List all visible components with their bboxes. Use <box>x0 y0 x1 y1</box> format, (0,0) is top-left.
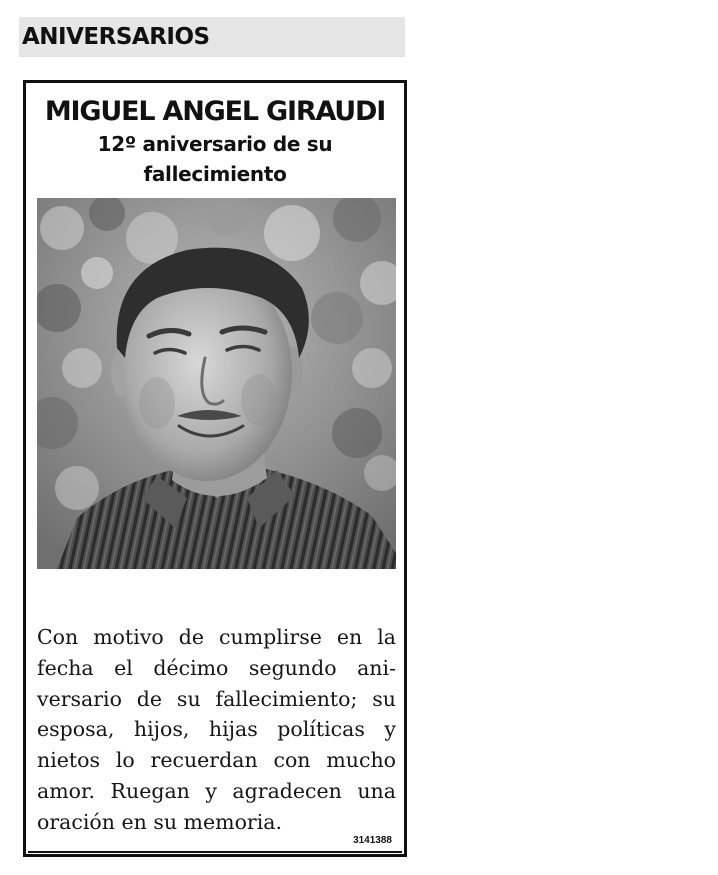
section-title: ANIVERSARIOS <box>22 24 210 50</box>
bottom-divider <box>28 851 402 853</box>
obituary-notice <box>23 80 407 857</box>
memorial-message: Con motivo de cumplirse en la fecha el décimo segundo aniversario de su fallecimiento; su esposa, hijos, hijas políticas y nietos lo recuerdan con mucho amor. Ruegan y agradecen una oración en su memoria. <box>37 625 396 834</box>
portrait-photo <box>37 198 396 569</box>
deceased-name: MIGUEL ANGEL GIRAUDI <box>44 96 386 127</box>
portrait-illustration <box>37 198 396 569</box>
anniversary-subtitle <box>26 129 404 189</box>
subtitle-line-2: fallecimiento <box>143 162 287 186</box>
section-header <box>19 17 405 57</box>
ad-code: 3141388 <box>353 835 392 846</box>
subtitle-line-1: 12º aniversario de su <box>97 132 333 156</box>
